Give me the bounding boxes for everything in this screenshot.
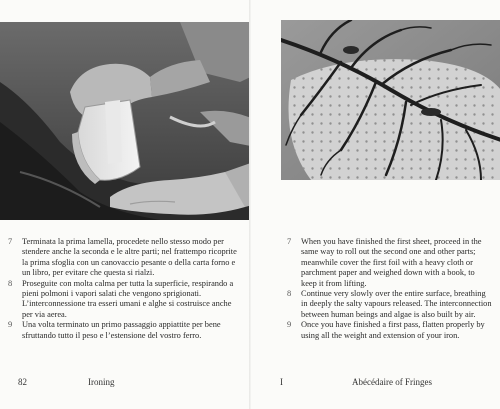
paragraph-text: Una volta terminato un primo passaggio appiattite per bene sfruttando tutto il peso e l’estensione del vostro ferro. xyxy=(22,320,221,340)
paragraph-text: Once you have finished a first pass, flatten properly by using all the weight and extension of your iron. xyxy=(301,320,485,340)
paragraph-text: Terminata la prima lamella, procedete nello stesso modo per stendere anche la seconda e le altre parti; nel frattempo ricoprite la prima sfoglia con un canovaccio pesante o della carta forno e un libro, per evitare che questa si rialzi. xyxy=(22,237,237,278)
paragraph xyxy=(8,279,240,321)
paragraph xyxy=(8,237,240,279)
paragraph-number: 9 xyxy=(8,320,13,330)
paragraph-number: 9 xyxy=(287,320,292,330)
paragraph-text: Continue very slowly over the entire surface, breathing in deeply the salty vapours released. The interconnection between human beings and algae is also built by air. xyxy=(301,289,492,319)
right-text-block xyxy=(287,237,492,341)
paragraph-text: Proseguite con molta calma per tutta la superficie, respirando a pieni polmoni i vapori salati che vengono sprigionati. L’interconnessione tra esseri umani e alghe si costruisce anche per via aerea. xyxy=(22,278,234,319)
seaweed-photo xyxy=(281,20,500,180)
right-page xyxy=(251,0,500,409)
paragraph xyxy=(8,320,240,341)
seaweed-photo-graphic xyxy=(281,20,500,180)
paragraph-text: When you have finished the first sheet, proceed in the same way to roll out the second one and other parts; meanwhile cover the first foil with a heavy cloth or parchment paper and weighed down with a book, to keep it from lifting. xyxy=(301,237,482,288)
paragraph xyxy=(287,237,492,289)
ironing-photo xyxy=(0,22,250,220)
running-head-title: Abécédaire of Fringes xyxy=(352,377,432,387)
paragraph-number: 8 xyxy=(287,289,292,299)
paragraph-number: 8 xyxy=(8,278,13,288)
paragraph xyxy=(287,289,492,320)
running-head-section: Ironing xyxy=(88,377,115,387)
page-number: 82 xyxy=(18,377,27,387)
page-number: I xyxy=(280,377,283,387)
paragraph xyxy=(287,320,492,341)
paragraph-number: 7 xyxy=(8,237,13,246)
paragraph-number: 7 xyxy=(287,237,292,246)
ironing-photo-graphic xyxy=(0,22,250,220)
left-text-block xyxy=(8,237,240,341)
